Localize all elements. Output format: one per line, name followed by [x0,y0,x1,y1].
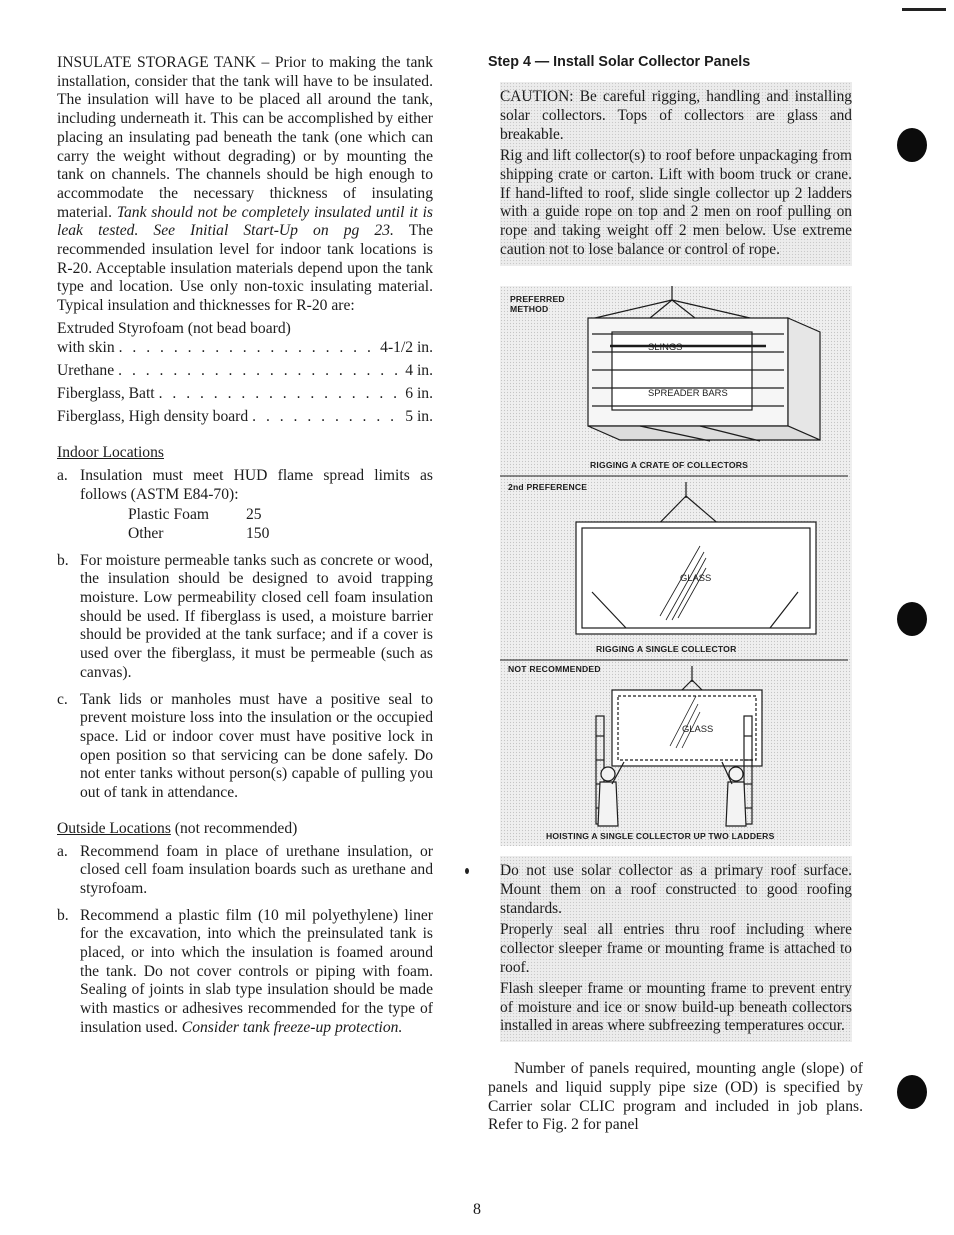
bottom-paragraph: Number of panels required, mounting angle (slope) of panels and liquid supply pipe size (OD) is specified by Carrier solar CLIC program and included in job plans. Refer to Fig. 2 for panel [488,1060,863,1134]
list-text [80,467,433,544]
insulation-row [57,408,433,427]
insulate-outro: The recommended insulation level for indoor tank locations is R-20. Acceptable insulation materials depend upon the tank type and location. Use only non-toxic insulating material. Typical insulation and thicknesses for R-20 are: [57,222,433,315]
list-text-body: Insulation must meet HUD flame spread limits as follows (ASTM E84-70): [80,466,433,503]
insulation-value: 4-1/2 in. [380,338,433,356]
list-item [57,552,433,683]
caution-paragraph: Rig and lift collector(s) to roof before unpackaging from shipping crate or carton. Lift with boom truck or crane. If hand-lifted to roof, slide single collector up 2 ladders with a guide rope on top and 2 men on roof pulling on rope and taking weight off 2 men below. Use extreme caution not to lose balance or control of rope. [500,146,852,259]
list-label: a. [57,842,68,860]
list-item [57,467,433,544]
caution-paragraph: CAUTION: Be careful rigging, handling and installing solar collectors. Tops of collectors are glass and breakable. [500,88,852,143]
insulation-name: Fiberglass, High density board [57,408,249,426]
list-item [57,843,433,899]
crate-bottom [588,426,820,440]
outside-heading [57,820,433,839]
right-column [488,54,863,1151]
leader-dots [159,385,401,404]
rigging-figures-svg [500,286,852,846]
flame-row [128,525,433,544]
fig1-caption: RIGGING A CRATE OF COLLECTORS [590,460,749,471]
list-text [80,907,433,1038]
worker-head [601,767,615,781]
list-text-italic: Consider tank freeze-up protection. [181,1018,403,1036]
note-paragraph: Properly seal all entries thru roof including where collector sleeper frame or mounting frame is attached to roof. [500,920,852,976]
insulate-intro: – Prior to making the tank installation, consider that the tank will have to be insulated. The insulation will have to be placed all around the tank, including underneath it. This can be accomplished by either placing an insulating pad beneath the tank (one which can carry the weight without degrading) or by mounting the tank on channels. The channels should be high enough to accommodate the necessary thickness of insulating material. [57,54,433,221]
fig1-slings-label: SLINGS [648,341,683,353]
list-item [57,691,433,803]
fig1-top-label2: METHOD [510,304,549,315]
note-paragraph: Do not use solar collector as a primary roof surface. Mount them on a roof constructed to good roofing standards. [500,862,852,917]
flame-limit: 150 [246,524,270,542]
list-text: Recommend foam in place of urethane insulation, or closed cell foam insulation boards such as urethane and styrofoam. [80,842,433,897]
fig1-top-label: PREFERRED [510,294,565,305]
rigging-figures [500,286,852,1042]
fig3-glass-label: GLASS [682,723,714,735]
list-text: Tank lids or manholes must have a positive seal to prevent moisture loss into the insulation or the occupied space. Lid or indoor cover must have positive lock in open position so that servicing can be done safely. Do not enter tanks without person(s) capable of pulling you out of tank in attendance. [80,690,433,802]
note-paragraph: Flash sleeper frame or mounting frame to prevent entry of moisture and ice or snow build-up beneath collectors installed in areas where subfreezing temperatures occur. [500,979,852,1035]
margin-dot [465,868,469,874]
insulation-row [57,362,433,381]
flame-material: Plastic Foam [128,506,209,524]
worker-body [726,782,746,826]
list-label: c. [57,690,68,708]
indoor-heading [57,444,433,463]
insulation-list [57,339,433,428]
notes-box [500,856,852,1042]
corner-mark [902,8,946,11]
flame-limit: 25 [246,506,262,524]
insulation-intro: Extruded Styrofoam (not bead board) [57,319,291,337]
list-text: For moisture permeable tanks such as concrete or wood, the insulation should be designed to avoid trapping moisture. Low permeability closed cell foam insulation should be used. If fiberglass is used, a moisture barrier should be provided at the tank surface; and if a cover is used over the fiberglass, it must be permeable (such as canvas). [80,551,433,681]
flame-row [128,506,433,525]
left-column [57,54,433,1038]
insulation-name: Fiberglass, Batt [57,385,155,403]
indoor-heading-text: Indoor Locations [57,444,164,462]
insulate-heading: INSULATE STORAGE TANK [57,54,256,71]
fig2-top-label: 2nd PREFERENCE [508,482,588,493]
list-item [57,907,433,1038]
caution-box [500,82,852,266]
worker-body [598,782,618,826]
fig2-glass-label: GLASS [680,572,712,584]
outside-heading-note: (not recommended) [170,819,298,837]
margin-bullet [897,602,927,636]
list-label: b. [57,906,69,924]
list-label: a. [57,466,68,484]
margin-bullet [897,1075,927,1109]
list-label: b. [57,551,69,569]
worker-head [729,767,743,781]
fig3-caption: HOISTING A SINGLE COLLECTOR UP TWO LADDERS [546,831,775,842]
crate-side [788,318,820,440]
insulation-value: 5 in. [405,408,433,426]
outside-heading-text: Outside Locations [57,819,171,837]
flame-material: Other [128,524,164,542]
leader-dots [118,362,401,381]
insulation-value: 6 in. [405,385,433,403]
margin-bullet [897,128,927,162]
flame-spread-table [128,506,433,543]
step-heading: Step 4 — Install Solar Collector Panels [488,54,751,70]
insulate-italic: Tank should not be completely insulated until it is leak tested. See Initial Start-Up on pg 23. [57,203,434,240]
leader-dots [252,408,401,427]
page-number: 8 [473,1201,481,1218]
fig1-spreader-label: SPREADER BARS [648,387,728,399]
list-text-body: Recommend a plastic film (10 mil polyethylene) liner for the excavation, into which the preinsulated tank is placed, or into which the insulation is foamed around the tank. Do not cover controls or piping with foam. Sealing of joints in slab type insulation should be made with mastics or adhesives recommended for the type of insulation used. [80,906,433,1036]
insulation-name: Urethane [57,361,115,379]
insulation-row [57,385,433,404]
insulation-name: with skin [57,338,115,356]
leader-dots [119,339,377,358]
insulation-row [57,339,433,358]
fig2-caption: RIGGING A SINGLE COLLECTOR [596,644,737,655]
insulate-paragraph [57,54,433,316]
insulation-value: 4 in. [405,361,433,379]
fig3-top-label: NOT RECOMMENDED [508,664,601,675]
